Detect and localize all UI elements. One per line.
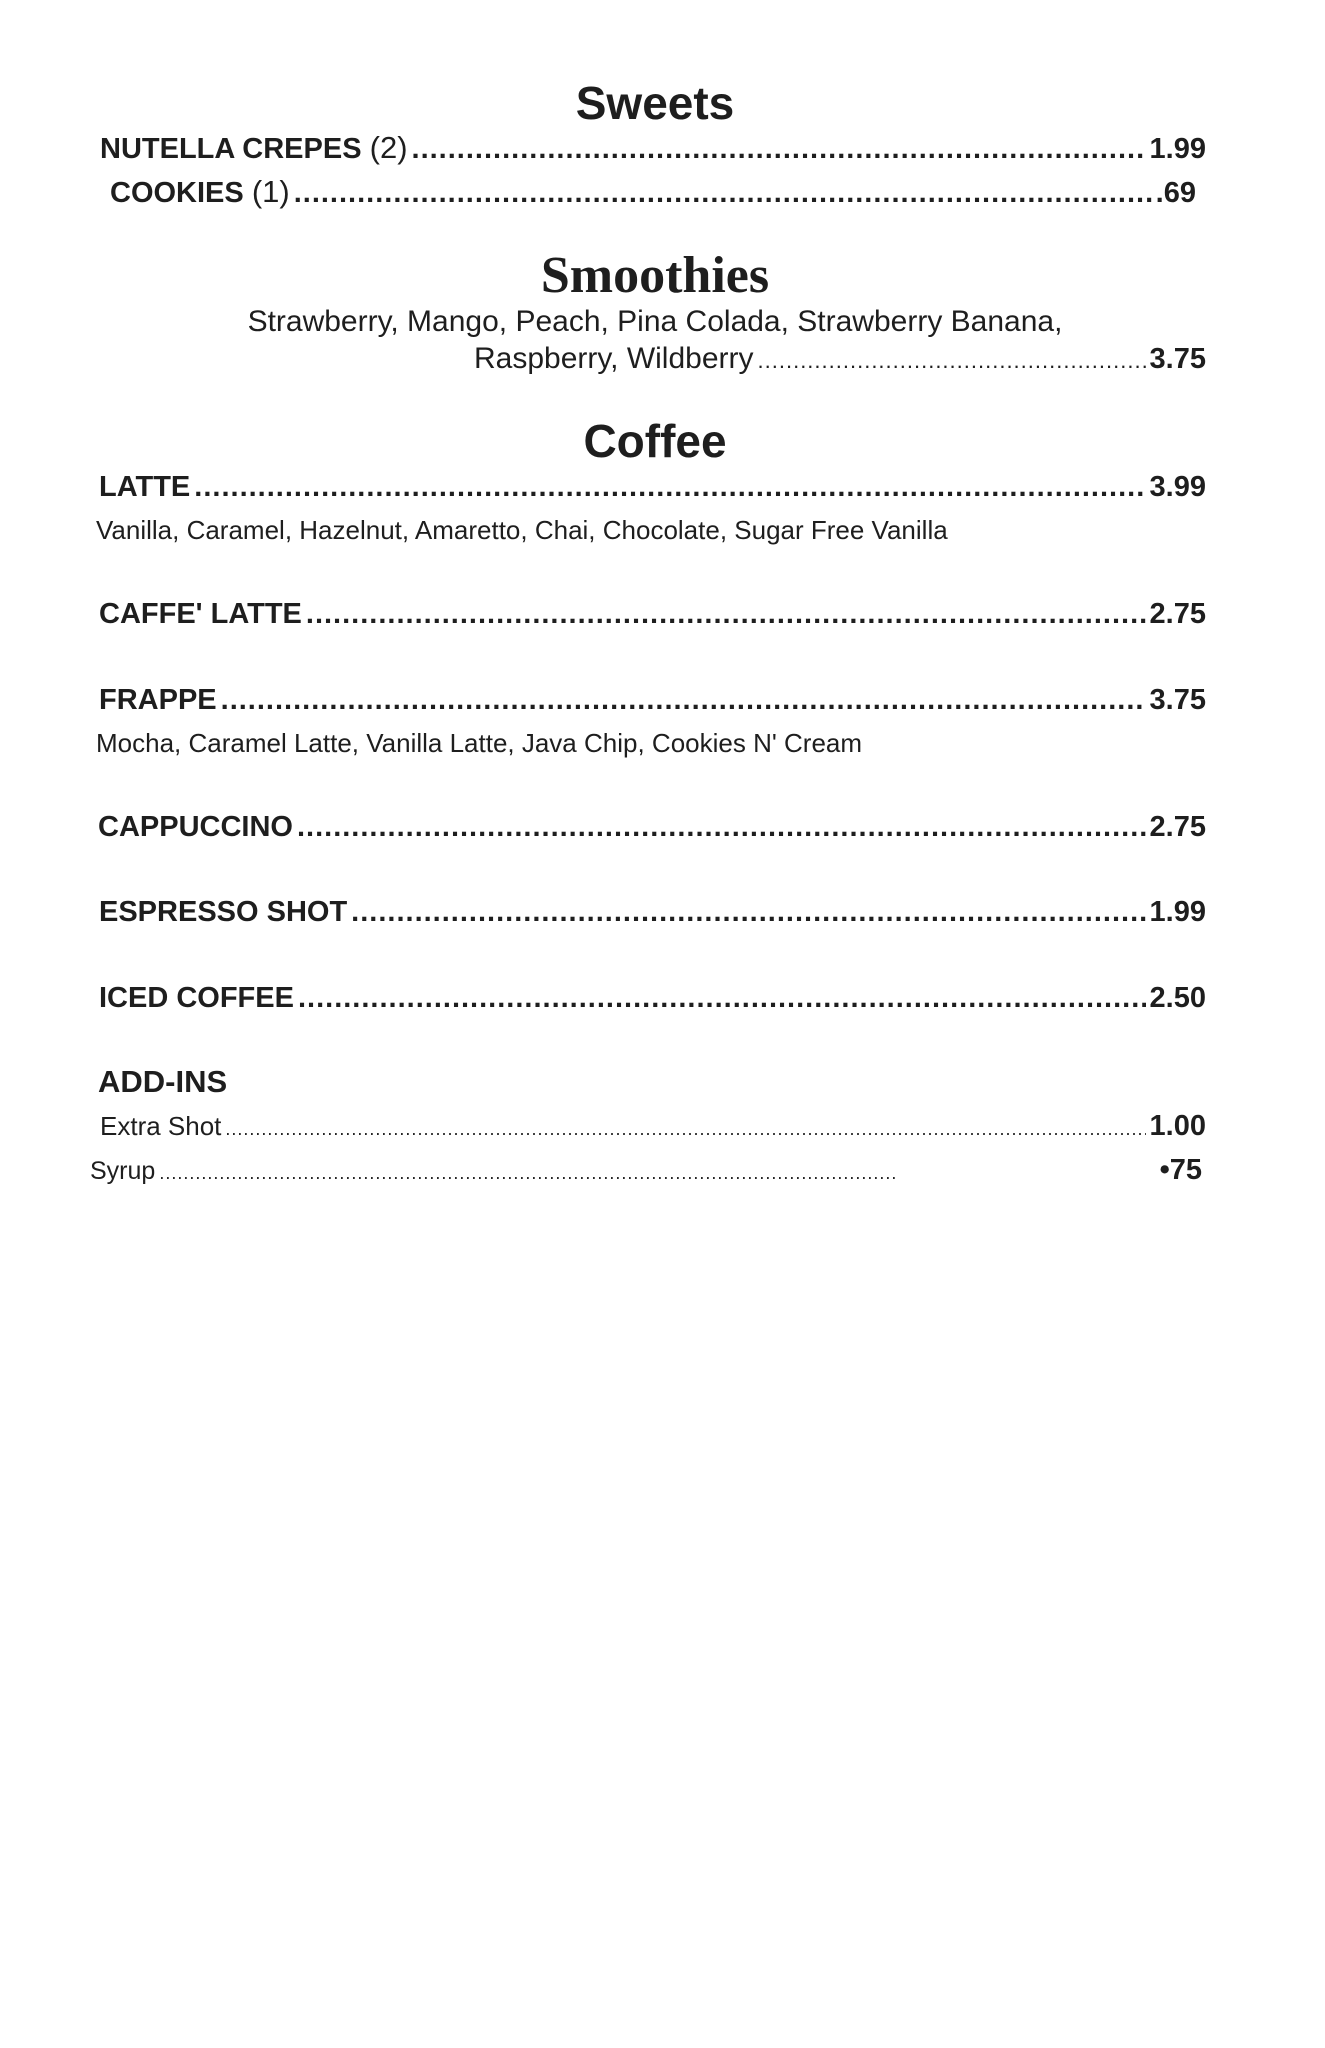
item-price: 3.99 <box>1149 471 1206 503</box>
smoothie-flavors-line1: Strawberry, Mango, Peach, Pina Colada, Strawberry Banana, <box>247 305 1063 338</box>
item-name: Syrup <box>90 1157 156 1185</box>
dot-leader <box>225 1119 1145 1140</box>
menu-item-caffe-latte <box>99 598 1206 631</box>
item-price: 1.99 <box>1149 133 1206 165</box>
dot-leader <box>298 982 1146 1015</box>
item-name: COOKIES (1) <box>110 174 290 209</box>
addins-heading: ADD-INS <box>98 1064 228 1099</box>
dot-leader <box>297 811 1146 844</box>
dot-leader <box>351 896 1145 929</box>
item-price: 2.75 <box>1149 811 1206 843</box>
dot-leader <box>306 598 1146 631</box>
item-name: FRAPPE <box>99 684 217 716</box>
item-price: .69 <box>1155 177 1196 209</box>
item-name: CAFFE' LATTE <box>99 598 302 630</box>
menu-item-cappuccino <box>98 811 1206 844</box>
item-name: CAPPUCCINO <box>98 811 293 843</box>
item-price: 1.99 <box>1149 896 1206 928</box>
item-name: ESPRESSO SHOT <box>99 896 348 928</box>
item-price: 2.75 <box>1149 598 1206 630</box>
dot-leader <box>758 348 1146 374</box>
menu-item-latte <box>99 471 1206 504</box>
menu-item-iced-coffee <box>99 982 1206 1015</box>
menu-item-smoothies <box>474 342 1206 376</box>
dot-leader <box>294 177 1152 210</box>
addin-extra-shot <box>100 1110 1206 1143</box>
latte-flavors: Vanilla, Caramel, Hazelnut, Amaretto, Chai, Chocolate, Sugar Free Vanilla <box>96 515 948 545</box>
menu-item-espresso-shot <box>99 896 1206 929</box>
item-price: •75 <box>1159 1154 1202 1186</box>
frappe-flavors: Mocha, Caramel Latte, Vanilla Latte, Java Chip, Cookies N' Cream <box>96 728 863 758</box>
item-price: 2.50 <box>1149 982 1206 1014</box>
item-price: 3.75 <box>1149 684 1206 716</box>
smoothies-heading: Smoothies <box>540 247 770 304</box>
menu-item-frappe <box>99 684 1206 717</box>
addin-syrup <box>90 1154 1202 1187</box>
dot-leader <box>194 471 1145 504</box>
sweets-heading: Sweets <box>575 77 735 129</box>
smoothie-flavors-line2: Raspberry, Wildberry <box>474 342 754 375</box>
menu-item-cookies <box>110 174 1196 210</box>
menu-item-nutella-crepes <box>100 130 1206 166</box>
dot-leader <box>159 1157 899 1186</box>
item-price: 3.75 <box>1149 343 1206 375</box>
item-name: NUTELLA CREPES (2) <box>100 130 408 165</box>
item-name: Extra Shot <box>100 1111 222 1141</box>
item-name: LATTE <box>99 471 191 503</box>
dot-leader <box>221 684 1146 717</box>
coffee-heading: Coffee <box>583 415 727 467</box>
item-name: ICED COFFEE <box>99 982 294 1014</box>
dot-leader <box>412 133 1146 166</box>
item-price: 1.00 <box>1149 1110 1206 1142</box>
